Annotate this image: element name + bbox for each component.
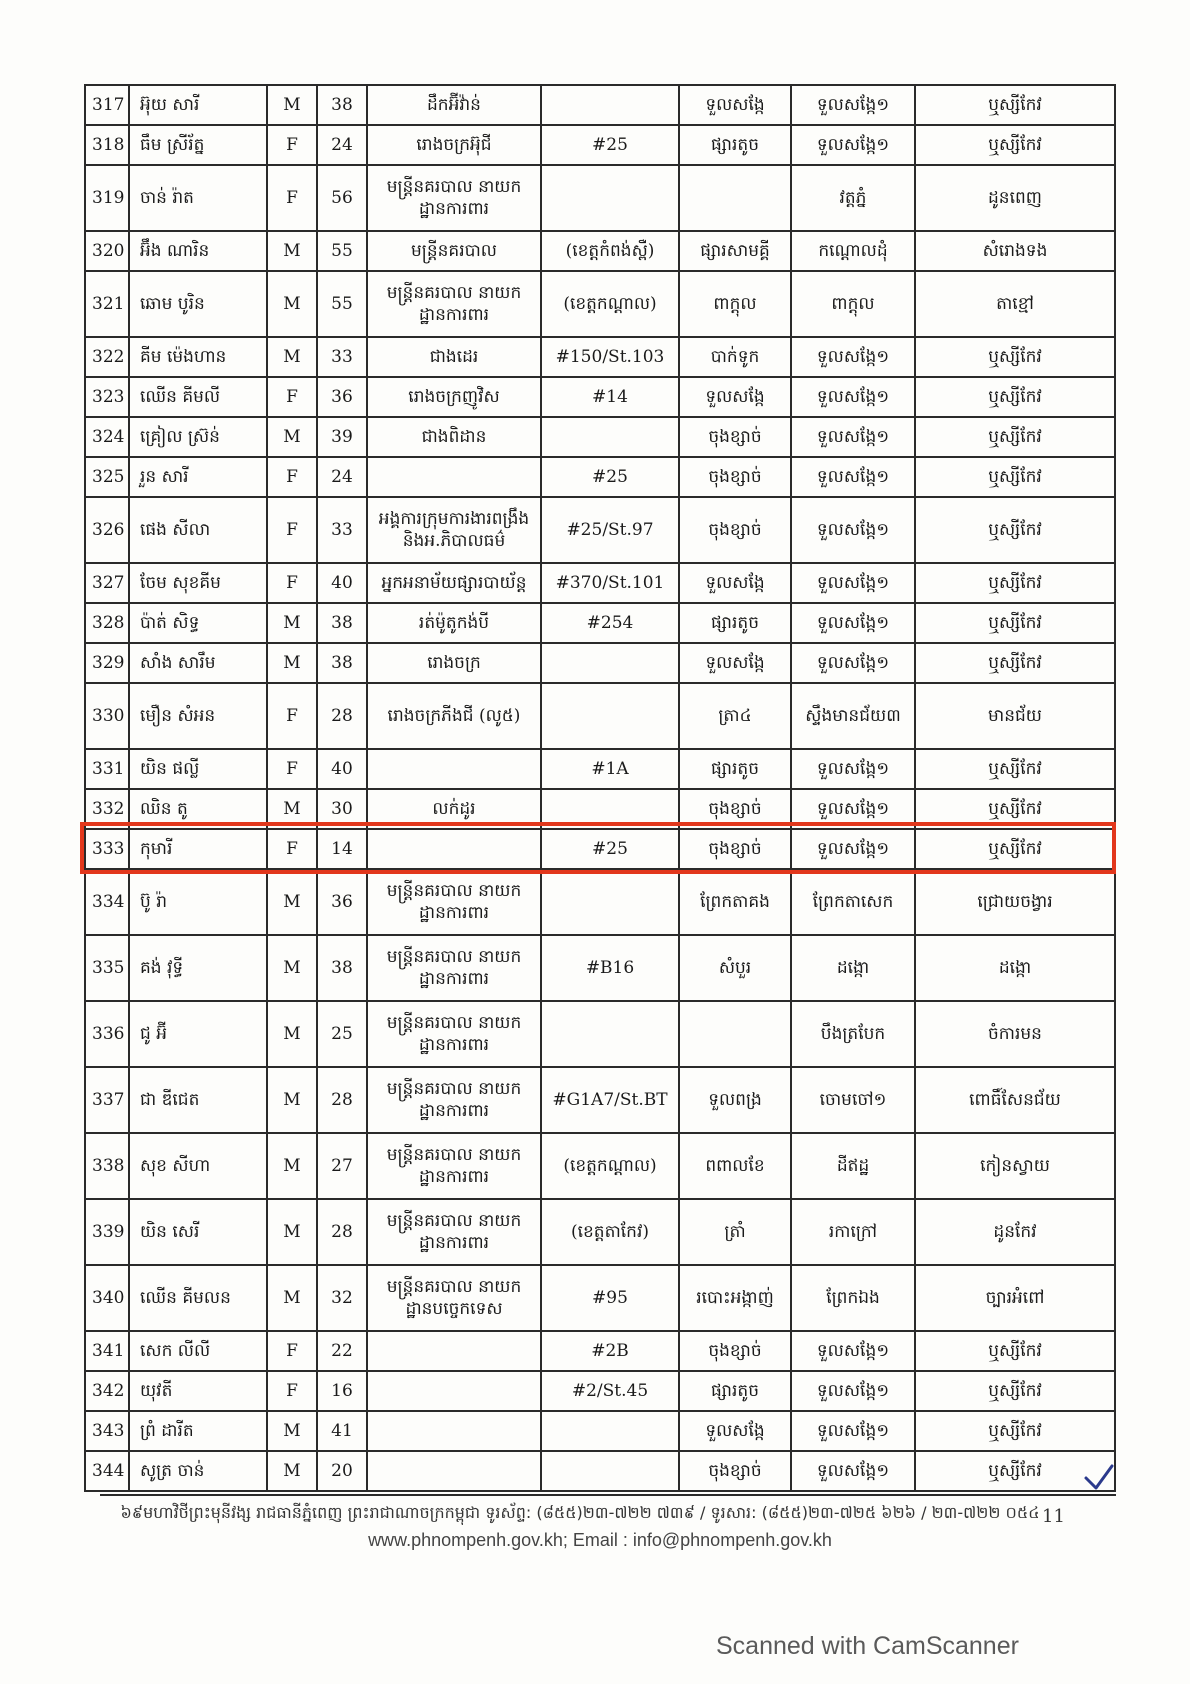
house-number-cell: #1A (541, 749, 679, 789)
sangkat-cell: ទួលសង្កែ១ (791, 643, 915, 683)
row-number-cell: 334 (85, 869, 129, 935)
khan-cell: ដូនពេញ (915, 165, 1115, 231)
row-number-cell: 338 (85, 1133, 129, 1199)
name-cell: មឿន សំអន (129, 683, 267, 749)
table-row (85, 1199, 1115, 1265)
name-cell: រួន សារី (129, 457, 267, 497)
house-number-cell: #B16 (541, 935, 679, 1001)
khan-cell: ច្បារអំពៅ (915, 1265, 1115, 1331)
house-number-cell: #150/St.103 (541, 337, 679, 377)
sangkat-cell: ទួលសង្កែ១ (791, 125, 915, 165)
occupation-cell: មន្ត្រីនគរបាល នាយកដ្ឋានការពារ (367, 1067, 541, 1133)
row-number-cell: 320 (85, 231, 129, 271)
age-cell: 36 (317, 869, 367, 935)
sangkat-cell: ចោមចៅ១ (791, 1067, 915, 1133)
footer-divider (100, 1494, 1116, 1496)
house-number-cell (541, 789, 679, 829)
house-number-cell: #95 (541, 1265, 679, 1331)
sangkat-cell: ទួលសង្កែ១ (791, 749, 915, 789)
age-cell: 28 (317, 1199, 367, 1265)
age-cell: 56 (317, 165, 367, 231)
name-cell: សូត្រ ចាន់ (129, 1451, 267, 1491)
house-number-cell (541, 869, 679, 935)
table-row (85, 643, 1115, 683)
name-cell: ជូ អ៊ី (129, 1001, 267, 1067)
table-row (85, 1451, 1115, 1491)
village-cell: បាក់ទូក (679, 337, 791, 377)
row-number-cell: 329 (85, 643, 129, 683)
occupation-cell: លក់ដូរ (367, 789, 541, 829)
house-number-cell (541, 683, 679, 749)
sangkat-cell: ទួលសង្កែ១ (791, 417, 915, 457)
row-number-cell: 337 (85, 1067, 129, 1133)
table-row (85, 165, 1115, 231)
sangkat-cell: វត្តភ្នំ (791, 165, 915, 231)
house-number-cell: (ខេត្តតាកែវ) (541, 1199, 679, 1265)
row-number-cell: 323 (85, 377, 129, 417)
sex-cell: F (267, 563, 317, 603)
occupation-cell: មន្ត្រីនគរបាល នាយកដ្ឋានការពារ (367, 1133, 541, 1199)
sangkat-cell: ទួលសង្កែ១ (791, 377, 915, 417)
house-number-cell (541, 417, 679, 457)
table-row (85, 789, 1115, 829)
sex-cell: M (267, 1133, 317, 1199)
house-number-cell (541, 165, 679, 231)
table-row (85, 1067, 1115, 1133)
sangkat-cell: ដីឥដ្ឋ (791, 1133, 915, 1199)
village-cell: ចុងខ្សាច់ (679, 497, 791, 563)
khan-cell: សំរោងទង (915, 231, 1115, 271)
village-cell: ទួលសង្កែ (679, 643, 791, 683)
sex-cell: F (267, 165, 317, 231)
village-cell: ទួលសង្កែ (679, 563, 791, 603)
house-number-cell (541, 85, 679, 125)
village-cell: ទួលពង្រ (679, 1067, 791, 1133)
house-number-cell: #2B (541, 1331, 679, 1371)
name-cell: ធឹម ស្រីរ័ត្ន (129, 125, 267, 165)
age-cell: 41 (317, 1411, 367, 1451)
age-cell: 24 (317, 457, 367, 497)
khan-cell: ឬស្សីកែវ (915, 749, 1115, 789)
row-number-cell: 341 (85, 1331, 129, 1371)
village-cell: ទួលសង្កែ (679, 85, 791, 125)
sex-cell: M (267, 1411, 317, 1451)
table-row (85, 935, 1115, 1001)
name-cell: ចាន់ រ៉ាត (129, 165, 267, 231)
village-cell: ចុងខ្សាច់ (679, 829, 791, 869)
table-row (85, 829, 1115, 869)
age-cell: 14 (317, 829, 367, 869)
table-row (85, 1001, 1115, 1067)
name-cell: ផេង សីលា (129, 497, 267, 563)
table-row (85, 231, 1115, 271)
sex-cell: F (267, 125, 317, 165)
occupation-cell: មន្ត្រីនគរបាល នាយកដ្ឋានការពារ (367, 1001, 541, 1067)
row-number-cell: 333 (85, 829, 129, 869)
occupation-cell: រោងចក្រអ៊ុជី (367, 125, 541, 165)
sex-cell: M (267, 1199, 317, 1265)
row-number-cell: 322 (85, 337, 129, 377)
row-number-cell: 335 (85, 935, 129, 1001)
row-number-cell: 342 (85, 1371, 129, 1411)
footer-address: ៦៩មហាវិថីព្រះមុនីវង្ស រាជធានីភ្នំពេញ ព្រះរាជាណាចក្រកម្ពុជា ទូរស័ព្ទ: (៨៥៥)២៣-៧២២ ៧៣៩ / ទូរសារ: (៨៥៥)២៣-៧២៥ ៦២៦ / ២៣-៧២២ ០៥៤ (120, 1503, 1040, 1522)
age-cell: 28 (317, 683, 367, 749)
khan-cell: ដូនកែវ (915, 1199, 1115, 1265)
row-number-cell: 330 (85, 683, 129, 749)
sex-cell: M (267, 1067, 317, 1133)
row-number-cell: 332 (85, 789, 129, 829)
sangkat-cell: ទួលសង្កែ១ (791, 457, 915, 497)
occupation-cell: មន្ត្រីនគរបាល នាយកដ្ឋានការពារ (367, 1199, 541, 1265)
footer-contact-link[interactable]: www.phnompenh.gov.kh; Email : info@phnompenh.gov.kh (368, 1530, 832, 1550)
village-cell (679, 1001, 791, 1067)
table-row (85, 417, 1115, 457)
row-number-cell: 339 (85, 1199, 129, 1265)
occupation-cell: មន្ត្រីនគរបាល នាយកដ្ឋានការពារ (367, 165, 541, 231)
village-cell: ចុងខ្សាច់ (679, 417, 791, 457)
khan-cell: ឬស្សីកែវ (915, 497, 1115, 563)
table-row (85, 1331, 1115, 1371)
sangkat-cell: ទួលសង្កែ១ (791, 603, 915, 643)
sex-cell: M (267, 337, 317, 377)
row-number-cell: 321 (85, 271, 129, 337)
occupation-cell: រត់ម៉ូតូកង់បី (367, 603, 541, 643)
age-cell: 33 (317, 497, 367, 563)
row-number-cell: 343 (85, 1411, 129, 1451)
house-number-cell: #25 (541, 457, 679, 497)
village-cell: ផ្សារតូច (679, 749, 791, 789)
age-cell: 39 (317, 417, 367, 457)
sex-cell: F (267, 1331, 317, 1371)
table-row (85, 749, 1115, 789)
village-cell: ត្រា៤ (679, 683, 791, 749)
occupation-cell (367, 1451, 541, 1491)
table-row (85, 497, 1115, 563)
sex-cell: M (267, 603, 317, 643)
house-number-cell: (ខេត្តកណ្ដាល) (541, 1133, 679, 1199)
occupation-cell (367, 457, 541, 497)
name-cell: ឈើន គីមលន (129, 1265, 267, 1331)
sangkat-cell: ទួលសង្កែ១ (791, 789, 915, 829)
table-row (85, 337, 1115, 377)
table-row (85, 377, 1115, 417)
occupation-cell (367, 1371, 541, 1411)
khan-cell: កៀនស្វាយ (915, 1133, 1115, 1199)
sangkat-cell: ទួលសង្កែ១ (791, 1371, 915, 1411)
name-cell: កុមារី (129, 829, 267, 869)
khan-cell: ឬស្សីកែវ (915, 829, 1115, 869)
row-number-cell: 327 (85, 563, 129, 603)
sangkat-cell: ទួលសង្កែ១ (791, 1411, 915, 1451)
occupation-cell: រោងចក្រញូវិស (367, 377, 541, 417)
sangkat-cell: ដង្កោ (791, 935, 915, 1001)
khan-cell: ឬស្សីកែវ (915, 125, 1115, 165)
village-cell: ទួលសង្កែ (679, 1411, 791, 1451)
sex-cell: M (267, 869, 317, 935)
name-cell: សុខ សីហា (129, 1133, 267, 1199)
sex-cell: M (267, 85, 317, 125)
sangkat-cell: ទួលសង្កែ១ (791, 563, 915, 603)
khan-cell: ឬស្សីកែវ (915, 1371, 1115, 1411)
sex-cell: M (267, 271, 317, 337)
village-cell: ព្រែកតាគង (679, 869, 791, 935)
sangkat-cell: ទួលសង្កែ១ (791, 497, 915, 563)
house-number-cell (541, 1001, 679, 1067)
house-number-cell (541, 1411, 679, 1451)
age-cell: 22 (317, 1331, 367, 1371)
name-cell: គ្រៀល ស្រ៊ន់ (129, 417, 267, 457)
age-cell: 38 (317, 643, 367, 683)
village-cell: ទួលសង្កែ (679, 377, 791, 417)
house-number-cell: #25/St.97 (541, 497, 679, 563)
sangkat-cell: ទួលសង្កែ១ (791, 85, 915, 125)
khan-cell: ជ្រោយចង្វារ (915, 869, 1115, 935)
occupation-cell: អ្នកអនាម័យផ្សារបាយ័ន្ត (367, 563, 541, 603)
sex-cell: M (267, 1451, 317, 1491)
name-cell: អ៊ុយ សារី (129, 85, 267, 125)
table-row (85, 1411, 1115, 1451)
name-cell: ចែម សុខគីម (129, 563, 267, 603)
village-cell: ចុងខ្សាច់ (679, 457, 791, 497)
table-row (85, 271, 1115, 337)
age-cell: 38 (317, 603, 367, 643)
page-number: 11 (1042, 1506, 1065, 1527)
occupation-cell: អង្គការក្រុមការងារពង្រឹង និងអ.ភិបាលធម៌ (367, 497, 541, 563)
occupation-cell: ជាងដេរ (367, 337, 541, 377)
sex-cell: M (267, 1001, 317, 1067)
occupation-cell: មន្ត្រីនគរបាល នាយកដ្ឋានការពារ (367, 935, 541, 1001)
house-number-cell: #14 (541, 377, 679, 417)
khan-cell: ឬស្សីកែវ (915, 337, 1115, 377)
khan-cell: ឬស្សីកែវ (915, 643, 1115, 683)
age-cell: 28 (317, 1067, 367, 1133)
name-cell: ឆោម បូរិន (129, 271, 267, 337)
row-number-cell: 328 (85, 603, 129, 643)
sangkat-cell: ព្រែកតាសេក (791, 869, 915, 935)
table-row (85, 683, 1115, 749)
table-row (85, 457, 1115, 497)
khan-cell: ឬស្សីកែវ (915, 1451, 1115, 1491)
sex-cell: F (267, 497, 317, 563)
table-row (85, 85, 1115, 125)
name-cell: គង់ វុទ្ធី (129, 935, 267, 1001)
name-cell: ប៉ាត់ សិទ្ធ (129, 603, 267, 643)
age-cell: 55 (317, 231, 367, 271)
sangkat-cell: ទួលសង្កែ១ (791, 1451, 915, 1491)
village-cell: ផ្សារសាមគ្គី (679, 231, 791, 271)
sangkat-cell: ស្ទឹងមានជ័យ៣ (791, 683, 915, 749)
house-number-cell: (ខេត្តកណ្ដាល) (541, 271, 679, 337)
house-number-cell: #2/St.45 (541, 1371, 679, 1411)
village-cell: ផ្សារតូច (679, 603, 791, 643)
house-number-cell: #370/St.101 (541, 563, 679, 603)
table-row (85, 1133, 1115, 1199)
table-row (85, 869, 1115, 935)
khan-cell: តាខ្មៅ (915, 271, 1115, 337)
age-cell: 36 (317, 377, 367, 417)
name-cell: ឈិន តូ (129, 789, 267, 829)
patient-roster-table (84, 84, 1116, 1492)
row-number-cell: 324 (85, 417, 129, 457)
name-cell: យិន សេរី (129, 1199, 267, 1265)
sex-cell: F (267, 829, 317, 869)
row-number-cell: 317 (85, 85, 129, 125)
occupation-cell: មន្ត្រីនគរបាល នាយកដ្ឋានការពារ (367, 869, 541, 935)
house-number-cell: (ខេត្តកំពង់ស្ពឺ) (541, 231, 679, 271)
village-cell: របោះអង្កាញ់ (679, 1265, 791, 1331)
table-row (85, 1371, 1115, 1411)
age-cell: 38 (317, 935, 367, 1001)
row-number-cell: 318 (85, 125, 129, 165)
house-number-cell: #G1A7/St.BT (541, 1067, 679, 1133)
age-cell: 27 (317, 1133, 367, 1199)
name-cell: ប៊ូ រ៉ា (129, 869, 267, 935)
occupation-cell (367, 1411, 541, 1451)
house-number-cell (541, 643, 679, 683)
name-cell: ជា ឌីជេត (129, 1067, 267, 1133)
sex-cell: M (267, 417, 317, 457)
name-cell: អ៊ឹង ណារិន (129, 231, 267, 271)
occupation-cell: រោងចក្រ (367, 643, 541, 683)
house-number-cell: #25 (541, 125, 679, 165)
age-cell: 20 (317, 1451, 367, 1491)
sangkat-cell: ទួលសង្កែ១ (791, 829, 915, 869)
name-cell: សាំង សារឹម (129, 643, 267, 683)
khan-cell: ឬស្សីកែវ (915, 1331, 1115, 1371)
name-cell: គីម ម៉េងហាន (129, 337, 267, 377)
village-cell: ចុងខ្សាច់ (679, 1451, 791, 1491)
sex-cell: F (267, 683, 317, 749)
table-row (85, 563, 1115, 603)
scanner-watermark: Scanned with CamScanner (716, 1632, 1019, 1660)
house-number-cell (541, 1451, 679, 1491)
village-cell: ផ្សារតូច (679, 1371, 791, 1411)
name-cell: ព្រំ ដារីត (129, 1411, 267, 1451)
sangkat-cell: ទួលសង្កែ១ (791, 1331, 915, 1371)
age-cell: 30 (317, 789, 367, 829)
row-number-cell: 325 (85, 457, 129, 497)
age-cell: 25 (317, 1001, 367, 1067)
row-number-cell: 336 (85, 1001, 129, 1067)
occupation-cell: ដឹកអ៊ីវ៉ាន់ (367, 85, 541, 125)
sex-cell: M (267, 935, 317, 1001)
table-row (85, 125, 1115, 165)
name-cell: យិន ផល្លី (129, 749, 267, 789)
sex-cell: M (267, 1265, 317, 1331)
village-cell (679, 165, 791, 231)
occupation-cell: រោងចក្រភីងជី (លូ៥) (367, 683, 541, 749)
sangkat-cell: ពាក្តុល (791, 271, 915, 337)
row-number-cell: 344 (85, 1451, 129, 1491)
khan-cell: ឬស្សីកែវ (915, 1411, 1115, 1451)
sangkat-cell: រកាក្រៅ (791, 1199, 915, 1265)
checkmark-icon (1082, 1460, 1116, 1494)
name-cell: ឈើន គីមលី (129, 377, 267, 417)
village-cell: ចុងខ្សាច់ (679, 789, 791, 829)
occupation-cell (367, 829, 541, 869)
village-cell: ផ្សារតូច (679, 125, 791, 165)
sangkat-cell: ព្រែកឯង (791, 1265, 915, 1331)
roster-body (85, 85, 1115, 1491)
sex-cell: F (267, 1371, 317, 1411)
name-cell: សេក លីលី (129, 1331, 267, 1371)
village-cell: ពពាលខែ (679, 1133, 791, 1199)
age-cell: 16 (317, 1371, 367, 1411)
sangkat-cell: បឹងត្របែក (791, 1001, 915, 1067)
house-number-cell: #25 (541, 829, 679, 869)
name-cell: យុវតី (129, 1371, 267, 1411)
age-cell: 40 (317, 749, 367, 789)
khan-cell: ឬស្សីកែវ (915, 377, 1115, 417)
village-cell: ចុងខ្សាច់ (679, 1331, 791, 1371)
occupation-cell: មន្ត្រីនគរបាល នាយកដ្ឋានការពារ (367, 271, 541, 337)
row-number-cell: 326 (85, 497, 129, 563)
sex-cell: F (267, 749, 317, 789)
khan-cell: ឬស្សីកែវ (915, 85, 1115, 125)
age-cell: 32 (317, 1265, 367, 1331)
village-cell: ពាក្តុល (679, 271, 791, 337)
occupation-cell: មន្ត្រីនគរបាល នាយកដ្ឋានបច្ចេកទេស (367, 1265, 541, 1331)
age-cell: 33 (317, 337, 367, 377)
age-cell: 24 (317, 125, 367, 165)
row-number-cell: 319 (85, 165, 129, 231)
house-number-cell: #254 (541, 603, 679, 643)
table-row (85, 1265, 1115, 1331)
sex-cell: M (267, 643, 317, 683)
table-row (85, 603, 1115, 643)
khan-cell: ឬស្សីកែវ (915, 603, 1115, 643)
sangkat-cell: កណ្ដោលដុំ (791, 231, 915, 271)
age-cell: 55 (317, 271, 367, 337)
sangkat-cell: ទួលសង្កែ១ (791, 337, 915, 377)
occupation-cell (367, 1331, 541, 1371)
khan-cell: ឬស្សីកែវ (915, 789, 1115, 829)
khan-cell: មានជ័យ (915, 683, 1115, 749)
village-cell: ត្រាំ (679, 1199, 791, 1265)
occupation-cell (367, 749, 541, 789)
sex-cell: F (267, 377, 317, 417)
khan-cell: ពោធិ៍សែនជ័យ (915, 1067, 1115, 1133)
row-number-cell: 331 (85, 749, 129, 789)
khan-cell: ឬស្សីកែវ (915, 563, 1115, 603)
sex-cell: M (267, 231, 317, 271)
occupation-cell: ជាងពិដាន (367, 417, 541, 457)
sex-cell: F (267, 457, 317, 497)
village-cell: សំបួរ (679, 935, 791, 1001)
age-cell: 38 (317, 85, 367, 125)
khan-cell: ឬស្សីកែវ (915, 417, 1115, 457)
khan-cell: ឬស្សីកែវ (915, 457, 1115, 497)
occupation-cell: មន្ត្រីនគរបាល (367, 231, 541, 271)
age-cell: 40 (317, 563, 367, 603)
row-number-cell: 340 (85, 1265, 129, 1331)
khan-cell: ចំការមន (915, 1001, 1115, 1067)
khan-cell: ដង្កោ (915, 935, 1115, 1001)
sex-cell: M (267, 789, 317, 829)
